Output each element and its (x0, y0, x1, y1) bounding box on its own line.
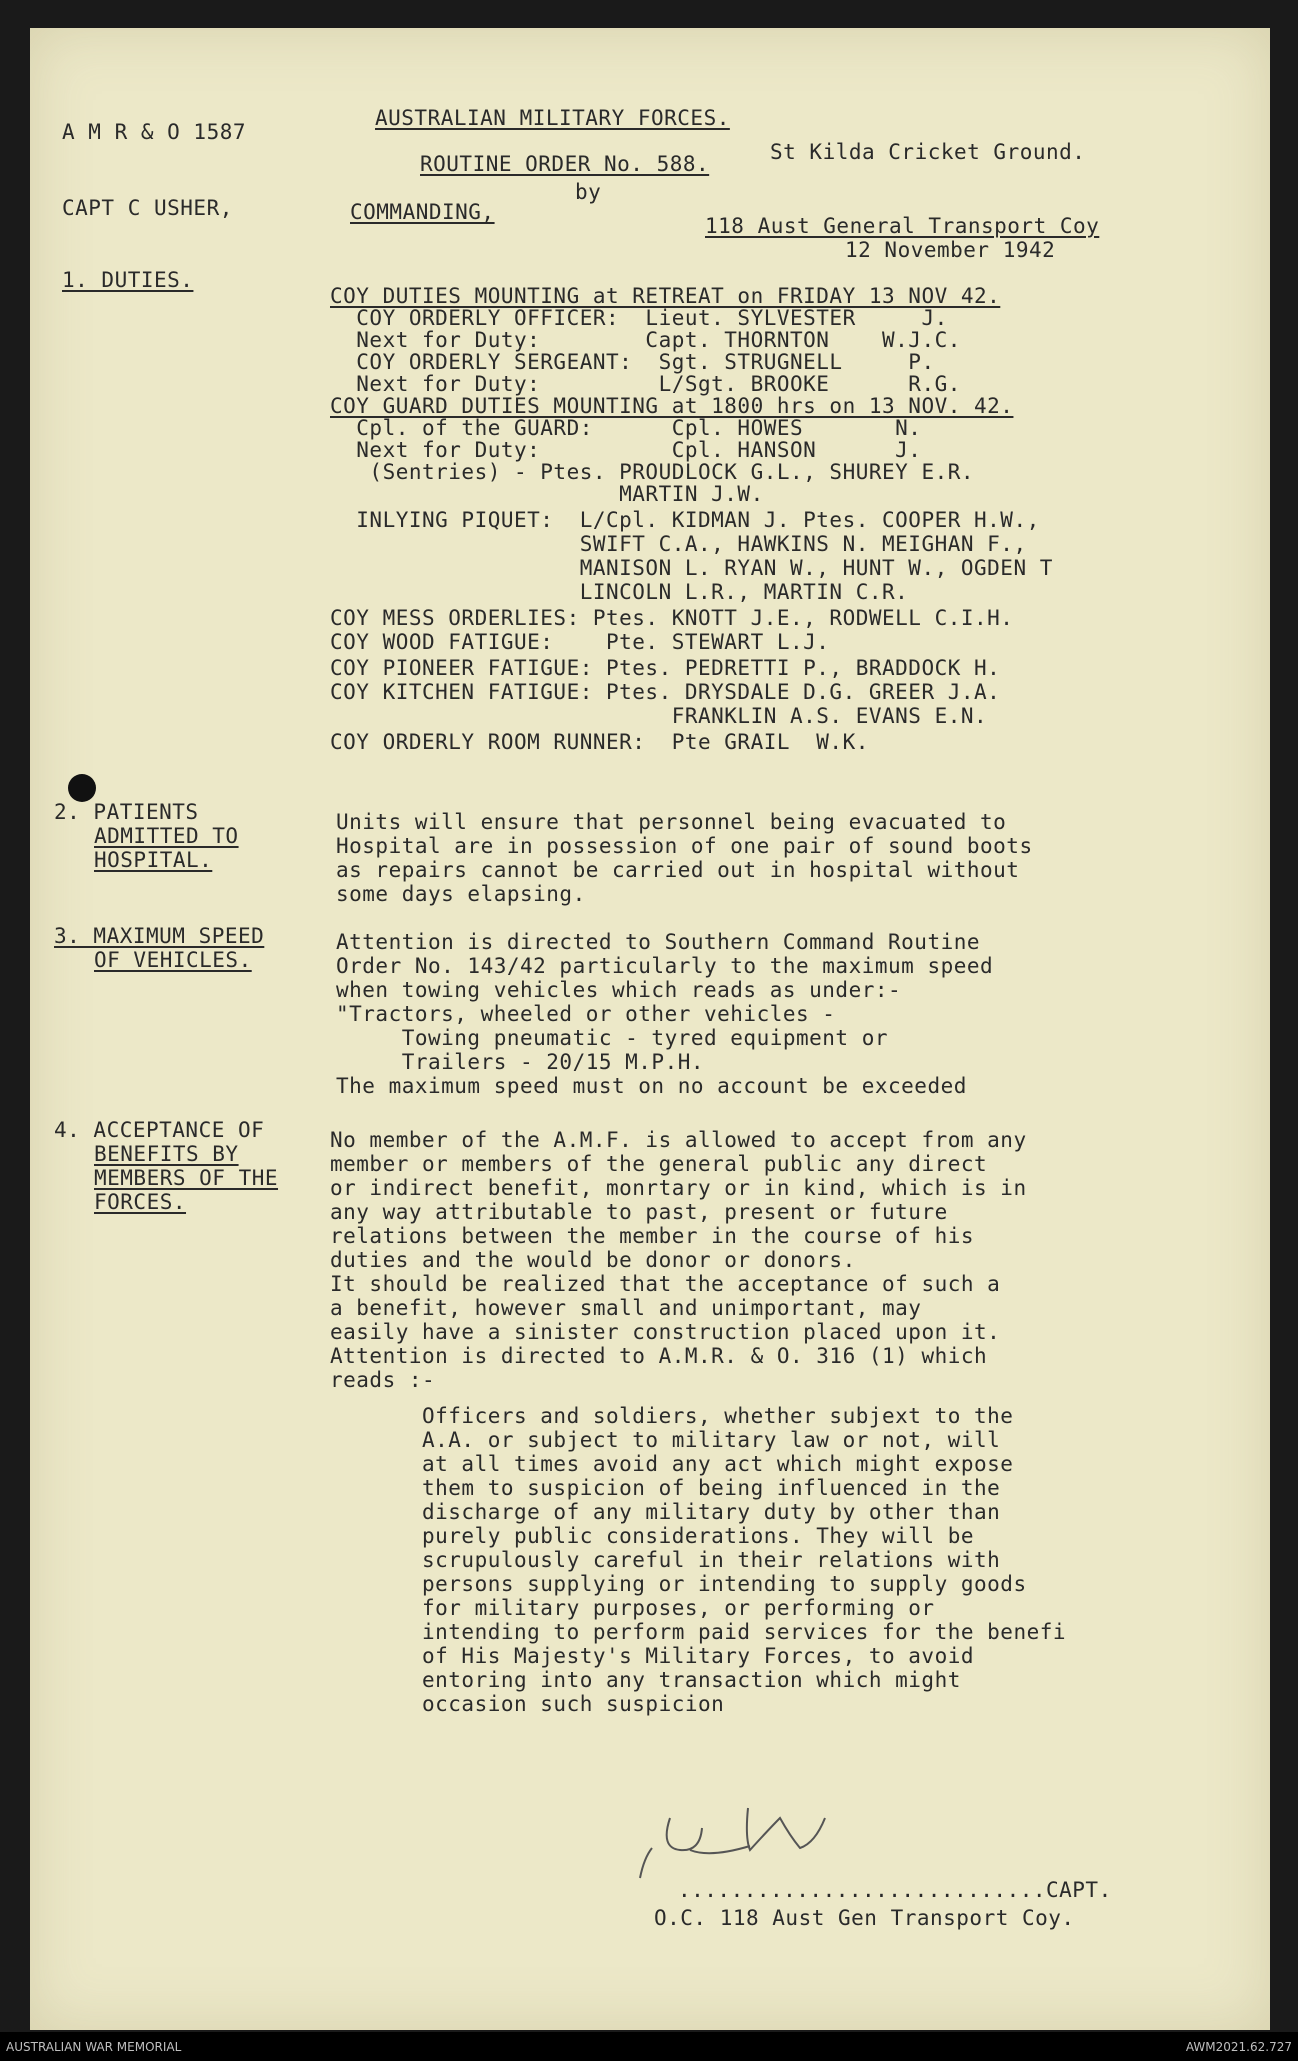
location: St Kilda Cricket Ground. (770, 140, 1086, 164)
patients-heading-3: HOSPITAL. (94, 848, 213, 872)
signoff-line: O.C. 118 Aust Gen Transport Coy. (654, 1906, 1075, 1930)
benefits-heading-4: FORCES. (94, 1190, 187, 1214)
duties-heading: 1. DUTIES. (62, 268, 194, 292)
duty-line: Next for Duty: Capt. THORNTON W.J.C. (330, 328, 961, 352)
body-line: It should be realized that the acceptance of such a (330, 1272, 1001, 1296)
duty-line: COY DUTIES MOUNTING at RETREAT on FRIDAY 13 NOV 42. (330, 284, 1001, 308)
duty-line: MARTIN J.W. (330, 482, 764, 506)
body-line: The maximum speed must on no account be exceeded (336, 1074, 967, 1098)
speed-heading: 3. MAXIMUM SPEED (54, 924, 265, 948)
benefits-heading-2: BENEFITS BY (94, 1142, 239, 1166)
body-line: Units will ensure that personnel being evacuated to (336, 810, 1007, 834)
duty-line: INLYING PIQUET: L/Cpl. KIDMAN J. Ptes. COOPER H.W., (330, 508, 1040, 532)
footer-left: AUSTRALIAN WAR MEMORIAL (6, 2040, 182, 2054)
ref-number: A M R & O 1587 (62, 120, 247, 144)
duty-line: MANISON L. RYAN W., HUNT W., OGDEN T (330, 556, 1053, 580)
body-line: Order No. 143/42 particularly to the maximum speed (336, 954, 994, 978)
benefits-heading: 4. ACCEPTANCE OF (54, 1118, 265, 1142)
patients-heading-2: ADMITTED TO (94, 824, 239, 848)
body-line: No member of the A.M.F. is allowed to accept from any (330, 1128, 1027, 1152)
body-line: when towing vehicles which reads as under:- (336, 978, 902, 1002)
speed-heading-2: OF VEHICLES. (94, 948, 252, 972)
quote-line: A.A. or subject to military law or not, will (422, 1428, 1001, 1452)
commanding-label: COMMANDING, (350, 200, 495, 224)
duty-line: LINCOLN L.R., MARTIN C.R. (330, 580, 909, 604)
duty-line: COY ORDERLY ROOM RUNNER: Pte GRAIL W.K. (330, 730, 869, 754)
body-line: duties and the would be donor or donors. (330, 1248, 856, 1272)
body-line: Attention is directed to Southern Command Routine (336, 930, 981, 954)
quote-line: at all times avoid any act which might expose (422, 1452, 1014, 1476)
duty-line: COY KITCHEN FATIGUE: Ptes. DRYSDALE D.G. GREER J.A. (330, 680, 1001, 704)
duty-line: Cpl. of the GUARD: Cpl. HOWES N. (330, 416, 922, 440)
quote-line: scrupulously careful in their relations with (422, 1548, 1001, 1572)
quote-line: for military purposes, or performing or (422, 1596, 935, 1620)
duty-line: Next for Duty: L/Sgt. BROOKE R.G. (330, 372, 961, 396)
body-line: Trailers - 20/15 M.P.H. (336, 1050, 705, 1074)
order-title: ROUTINE ORDER No. 588. (420, 152, 710, 176)
patients-heading: 2. PATIENTS (54, 800, 199, 824)
duty-line: COY WOOD FATIGUE: Pte. STEWART L.J. (330, 630, 830, 654)
body-line: or indirect benefit, monrtary or in kind, which is in (330, 1176, 1027, 1200)
punch-hole (68, 774, 96, 802)
duty-line: COY PIONEER FATIGUE: Ptes. PEDRETTI P., BRADDOCK H. (330, 656, 1001, 680)
unit-name: 118 Aust General Transport Coy (705, 214, 1100, 238)
duty-line: COY ORDERLY SERGEANT: Sgt. STRUGNELL P. (330, 350, 935, 374)
body-line: relations between the member in the course of his (330, 1224, 975, 1248)
duty-line: COY ORDERLY OFFICER: Lieut. SYLVESTER J. (330, 306, 948, 330)
quote-line: purely public considerations. They will be (422, 1524, 975, 1548)
footer-bar (0, 2032, 1298, 2061)
quote-line: Officers and soldiers, whether subjext to the (422, 1404, 1014, 1428)
duty-line: SWIFT C.A., HAWKINS N. MEIGHAN F., (330, 532, 1027, 556)
body-line: Towing pneumatic - tyred equipment or (336, 1026, 889, 1050)
body-line: as repairs cannot be carried out in hospital without (336, 858, 1020, 882)
quote-line: discharge of any military duty by other than (422, 1500, 1001, 1524)
body-line: member or members of the general public any direct (330, 1152, 988, 1176)
quote-line: occasion such suspicion (422, 1692, 725, 1716)
duty-line: COY GUARD DUTIES MOUNTING at 1800 hrs on 13 NOV. 42. (330, 394, 1014, 418)
body-line: Attention is directed to A.M.R. & O. 316 (1) which (330, 1344, 988, 1368)
by-text: by (575, 180, 602, 204)
duty-line: COY MESS ORDERLIES: Ptes. KNOTT J.E., RODWELL C.I.H. (330, 606, 1014, 630)
body-line: a benefit, however small and unimportant, may (330, 1296, 922, 1320)
body-line: some days elapsing. (336, 882, 586, 906)
quote-line: them to suspicion of being influenced in the (422, 1476, 1001, 1500)
body-line: "Tractors, wheeled or other vehicles - (336, 1002, 836, 1026)
footer-right: AWM2021.62.727 (1185, 2040, 1292, 2054)
benefits-heading-3: MEMBERS OF THE (94, 1166, 279, 1190)
quote-line: of His Majesty's Military Forces, to avoid (422, 1644, 975, 1668)
body-line: Hospital are in possession of one pair of sound boots (336, 834, 1033, 858)
signoff-dots: ............................CAPT. (678, 1878, 1112, 1902)
officer-name: CAPT C USHER, (62, 196, 233, 220)
document-page (30, 28, 1270, 2030)
duty-line: Next for Duty: Cpl. HANSON J. (330, 438, 922, 462)
quote-line: intending to perform paid services for the benefi (422, 1620, 1067, 1644)
quote-line: persons supplying or intending to supply goods (422, 1572, 1027, 1596)
order-date: 12 November 1942 (845, 238, 1056, 262)
body-line: any way attributable to past, present or future (330, 1200, 948, 1224)
duty-line: FRANKLIN A.S. EVANS E.N. (330, 704, 988, 728)
quote-line: entoring into any transaction which might (422, 1668, 961, 1692)
body-line: easily have a sinister construction placed upon it. (330, 1320, 1001, 1344)
duty-line: (Sentries) - Ptes. PROUDLOCK G.L., SHUREY E.R. (330, 460, 975, 484)
body-line: reads :- (330, 1368, 436, 1392)
org-title: AUSTRALIAN MILITARY FORCES. (375, 106, 730, 130)
